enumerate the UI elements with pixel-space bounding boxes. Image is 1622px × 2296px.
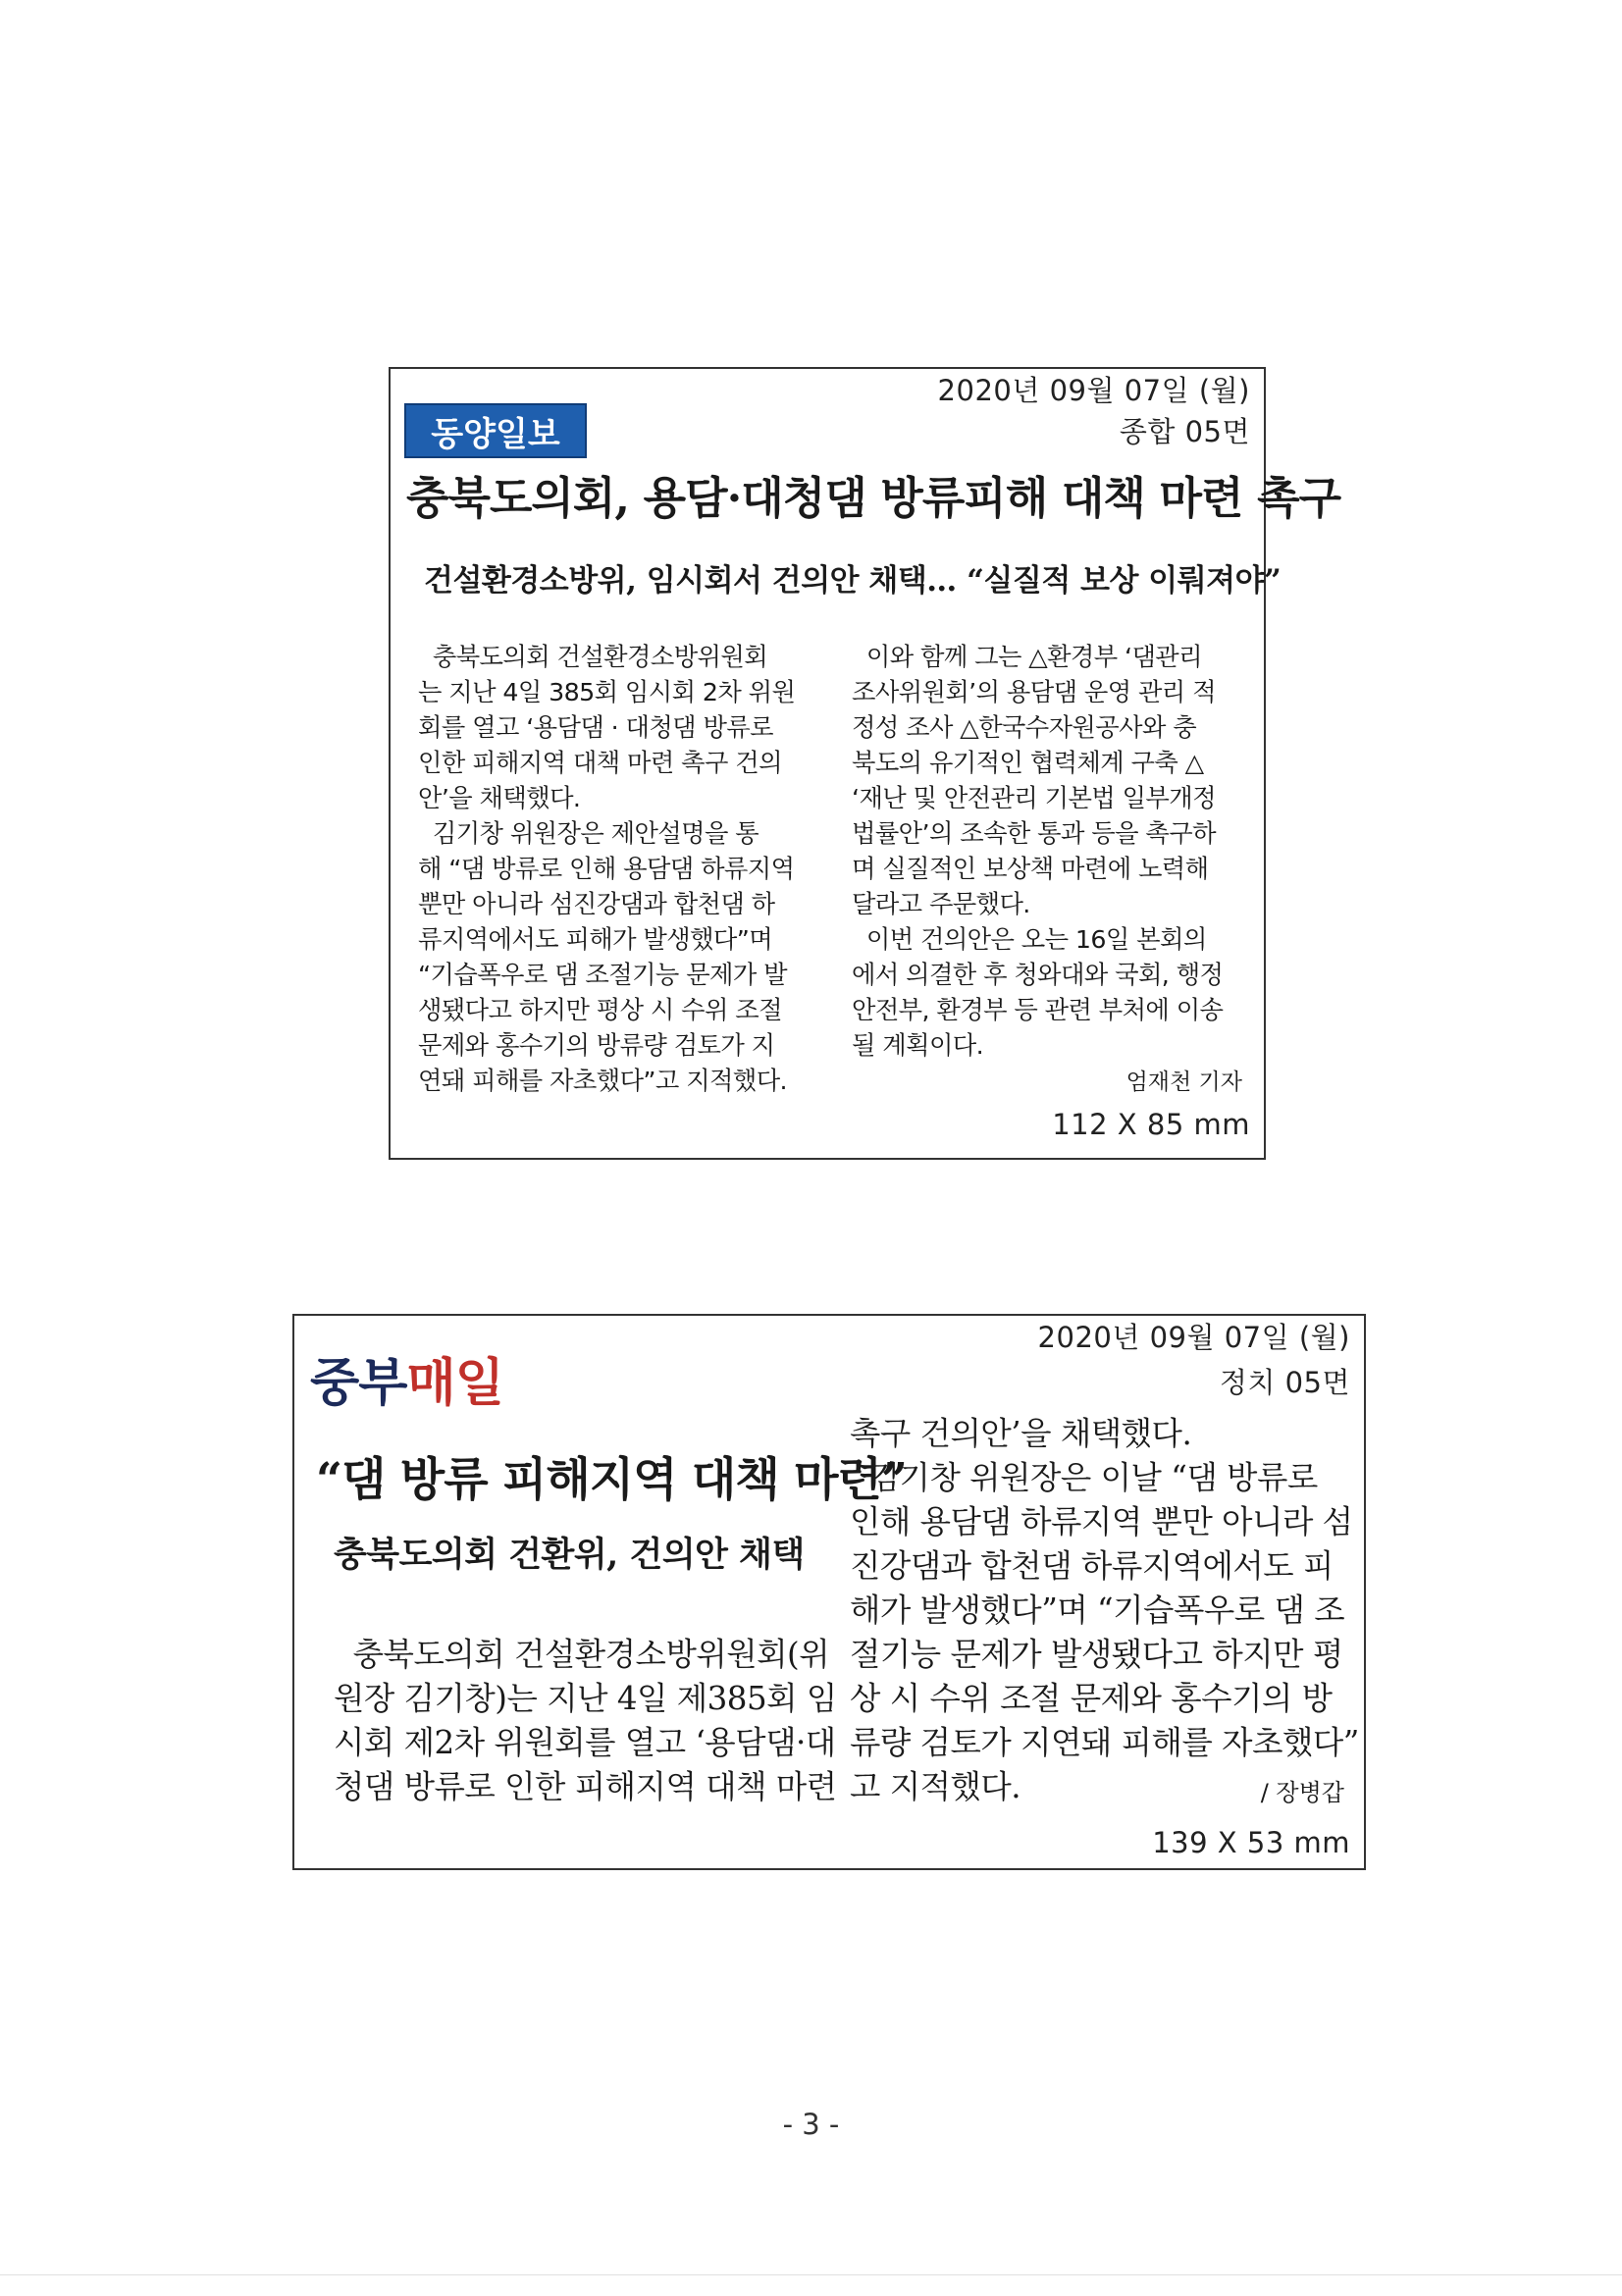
article-line: 이와 함께 그는 △환경부 ‘댐관리 (852, 643, 1202, 671)
publish-date: 2020년 09월 07일 (월) (1037, 1321, 1350, 1354)
article-line: 해 “댐 방류로 인해 용담댐 하류지역 (418, 855, 795, 883)
article-line: 북도의 유기적인 협력체계 구축 △ (852, 749, 1204, 777)
logo-part-1: 중부 (310, 1354, 407, 1413)
news-clipping-dongyang (389, 367, 1341, 1160)
publish-date: 2020년 09월 07일 (월) (937, 374, 1250, 407)
reporter-name: 엄재천 기자 (1125, 1070, 1242, 1095)
article-line: 청댐 방류로 인한 피해지역 대책 마련 (334, 1768, 837, 1805)
article-line: 해가 발생했다”며 “기습폭우로 댐 조 (850, 1592, 1345, 1629)
news-clipping-jungbu (292, 1314, 1366, 1870)
article-line: 류량 검토가 지연돼 피해를 자초했다” (850, 1724, 1359, 1761)
clip-size: 112 X 85 mm (1052, 1108, 1250, 1141)
article-line: 김기창 위원장은 제안설명을 통 (418, 819, 759, 848)
article-line: 김기창 위원장은 이날 “댐 방류로 (850, 1459, 1318, 1496)
footer-divider (0, 2274, 1622, 2275)
subheadline: 건설환경소방위, 임시회서 건의안 채택… “실질적 보상 이뤄져야” (424, 563, 1282, 599)
article-line: 상 시 수위 조절 문제와 홍수기의 방 (850, 1680, 1333, 1717)
clip-size: 139 X 53 mm (1152, 1826, 1350, 1859)
article-line: 인해 용담댐 하류지역 뿐만 아니라 섬 (850, 1503, 1353, 1540)
article-column-right (852, 640, 1244, 1064)
logo-part-2: 매일 (406, 1354, 503, 1413)
headline: “댐 방류 피해지역 대책 마련” (316, 1453, 907, 1507)
article-line: 에서 의결한 후 청와대와 국회, 행정 (852, 961, 1224, 989)
article-column-left (418, 640, 811, 1099)
page-section: 종합 05면 (1119, 415, 1250, 448)
article-line: 원장 김기창)는 지난 4일 제385회 임 (334, 1680, 837, 1717)
article-line: 뿐만 아니라 섬진강댐과 합천댐 하 (418, 890, 775, 918)
article-line: 며 실질적인 보상책 마련에 노력해 (852, 855, 1209, 883)
article-column-right (850, 1412, 1359, 1809)
article-line: 될 계획이다. (852, 1031, 984, 1060)
page-number: - 3 - (782, 2108, 840, 2141)
article-line: 진강댐과 합천댐 하류지역에서도 피 (850, 1547, 1334, 1585)
article-line: 시회 제2차 위원회를 열고 ‘용담댐·대 (334, 1724, 836, 1761)
article-line: 고 지적했다. (850, 1768, 1021, 1805)
article-line: 문제와 홍수기의 방류량 검토가 지 (418, 1031, 775, 1060)
article-line: 달라고 주문했다. (852, 890, 1030, 918)
reporter-name: / 장병갑 (1260, 1779, 1344, 1806)
article-line: 충북도의회 건설환경소방위원회 (418, 643, 768, 671)
article-line: 인한 피해지역 대책 마련 촉구 건의 (418, 749, 782, 777)
article-line: 류지역에서도 피해가 발생했다”며 (418, 925, 773, 954)
subheadline: 충북도의회 건환위, 건의안 채택 (334, 1535, 805, 1575)
page-section: 정치 05면 (1219, 1366, 1350, 1399)
headline: 충북도의회, 용담·대청댐 방류피해 대책 마련 촉구 (406, 472, 1341, 524)
article-line: 법률안’의 조속한 통과 등을 촉구하 (852, 819, 1216, 848)
article-line: 생됐다고 하지만 평상 시 수위 조절 (418, 996, 782, 1024)
newspaper-logo: 동양일보 (404, 403, 587, 458)
article-line: “기습폭우로 댐 조절기능 문제가 발 (418, 961, 787, 989)
article-line: 충북도의회 건설환경소방위원회(위 (334, 1636, 830, 1673)
article-line: 는 지난 4일 385회 임시회 2차 위원 (418, 678, 796, 706)
article-line: 안전부, 환경부 등 관련 부처에 이송 (852, 996, 1224, 1024)
article-line: 이번 건의안은 오는 16일 본회의 (852, 925, 1207, 954)
article-column-left (334, 1633, 837, 1809)
article-line: 절기능 문제가 발생됐다고 하지만 평 (850, 1636, 1343, 1673)
article-line: 조사위원회’의 용담댐 운영 관리 적 (852, 678, 1216, 706)
newspaper-logo (310, 1341, 503, 1415)
article-line: 정성 조사 △한국수자원공사와 충 (852, 713, 1197, 742)
article-line: ‘재난 및 안전관리 기본법 일부개정 (852, 784, 1216, 812)
article-line: 회를 열고 ‘용담댐 · 대청댐 방류로 (418, 713, 773, 742)
article-line: 연돼 피해를 자초했다”고 지적했다. (418, 1067, 787, 1095)
article-line: 안’을 채택했다. (418, 784, 581, 812)
article-line: 촉구 건의안’을 채택했다. (850, 1415, 1192, 1452)
